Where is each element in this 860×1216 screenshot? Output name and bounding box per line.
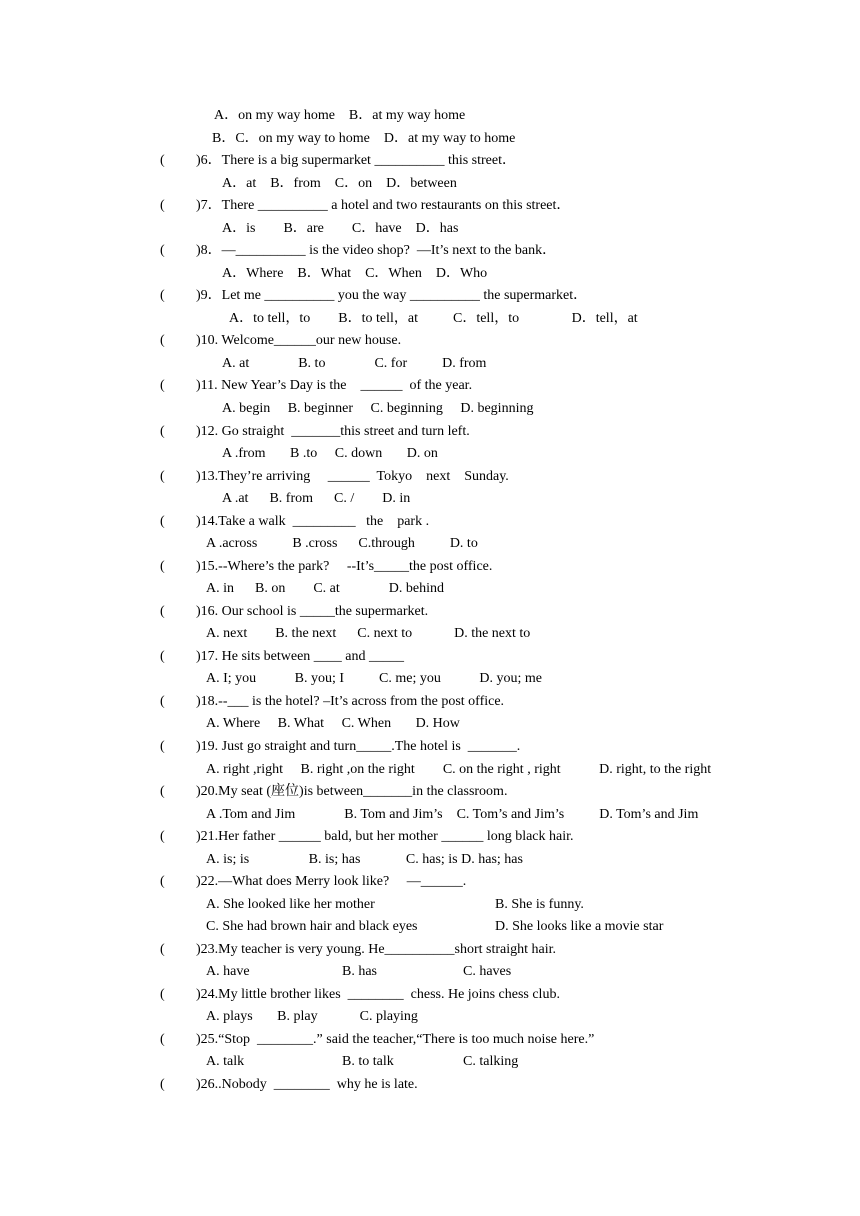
answer-paren: (	[160, 739, 165, 754]
options-line: A．at B．from C．on D．between	[222, 176, 457, 191]
answer-paren: (	[160, 604, 165, 619]
options-line: A. She looked like her mother	[206, 897, 375, 912]
options-line: A. is; is B. is; has C. has; is D. has; has	[206, 852, 523, 867]
options-line: A. next B. the next C. next to D. the next to	[206, 626, 531, 641]
question-line: )7．There __________ a hotel and two restaurants on this street．	[196, 198, 571, 213]
options-line: A. begin B. beginner C. beginning D. beginning	[222, 401, 534, 416]
answer-paren: (	[160, 942, 165, 957]
answer-paren: (	[160, 829, 165, 844]
question-line: )26..Nobody ________ why he is late.	[196, 1077, 418, 1092]
options-line: A .Tom and Jim B. Tom and Jim’s C. Tom’s and Jim’s D. Tom’s and Jim	[206, 807, 699, 822]
question-line: )24.My little brother likes ________ chess. He joins chess club.	[196, 987, 560, 1002]
options-line: A .across B .cross C.through D. to	[206, 536, 478, 551]
options-line: A .from B .to C. down D. on	[222, 446, 438, 461]
answer-paren: (	[160, 243, 165, 258]
question-line: )22.—What does Merry look like? —______.	[196, 874, 467, 889]
options-line: A．to tell，to B．to tell，at C．tell，to D．tell，at	[229, 311, 638, 326]
answer-paren: (	[160, 198, 165, 213]
question-line: )8．—__________ is the video shop? —It’s next to the bank．	[196, 243, 557, 258]
answer-paren: (	[160, 559, 165, 574]
question-line: )12. Go straight _______this street and turn left.	[196, 424, 470, 439]
answer-paren: (	[160, 784, 165, 799]
options-line: B. She is funny.	[495, 897, 584, 912]
options-line: C. talking	[463, 1054, 519, 1069]
answer-paren: (	[160, 694, 165, 709]
options-line: B. has	[342, 964, 377, 979]
question-line: )18.--___ is the hotel? –It’s across from the post office.	[196, 694, 505, 709]
answer-paren: (	[160, 378, 165, 393]
question-line: )17. He sits between ____ and _____	[196, 649, 405, 664]
answer-paren: (	[160, 153, 165, 168]
question-line: )20.My seat (座位)is between_______in the classroom.	[196, 784, 508, 799]
options-line: A. have	[206, 964, 250, 979]
options-line: B．C．on my way to home D．at my way to home	[212, 131, 516, 146]
question-line: )10. Welcome______our new house.	[196, 333, 402, 348]
answer-paren: (	[160, 424, 165, 439]
options-line: A. plays B. play C. playing	[206, 1009, 418, 1024]
question-line: )11. New Year’s Day is the ______ of the year.	[196, 378, 473, 393]
options-line: A. right ,right B. right ,on the right C. on the right , right D. right, to the right	[206, 762, 712, 777]
options-line: A．Where B．What C．When D．Who	[222, 266, 488, 281]
question-line: )6．There is a big supermarket __________ this street．	[196, 153, 516, 168]
answer-paren: (	[160, 333, 165, 348]
answer-paren: (	[160, 469, 165, 484]
question-line: )15.--Where’s the park? --It’s_____the post office.	[196, 559, 493, 574]
question-line: )21.Her father ______ bald, but her mother ______ long black hair.	[196, 829, 574, 844]
question-line: )23.My teacher is very young. He__________short straight hair.	[196, 942, 557, 957]
options-line: A. I; you B. you; I C. me; you D. you; me	[206, 671, 542, 686]
options-line: C. She had brown hair and black eyes	[206, 919, 418, 934]
options-line: A. talk	[206, 1054, 245, 1069]
options-line: A．is B．are C．have D．has	[222, 221, 459, 236]
question-line: )19. Just go straight and turn_____.The hotel is _______.	[196, 739, 521, 754]
options-line: A. at B. to C. for D. from	[222, 356, 487, 371]
answer-paren: (	[160, 874, 165, 889]
question-line: )9．Let me __________ you the way __________ the supermarket．	[196, 288, 588, 303]
question-line: )13.They’re arriving ______ Tokyo next Sunday.	[196, 469, 509, 484]
answer-paren: (	[160, 1032, 165, 1047]
options-line: A．on my way home B．at my way home	[214, 108, 466, 123]
answer-paren: (	[160, 288, 165, 303]
question-line: )16. Our school is _____the supermarket.	[196, 604, 429, 619]
question-line: )14.Take a walk _________ the park .	[196, 514, 430, 529]
options-line: D. She looks like a movie star	[495, 919, 664, 934]
options-line: A .at B. from C. / D. in	[222, 491, 411, 506]
options-line: A. Where B. What C. When D. How	[206, 716, 460, 731]
answer-paren: (	[160, 514, 165, 529]
answer-paren: (	[160, 1077, 165, 1092]
options-line: B. to talk	[342, 1054, 394, 1069]
options-line: A. in B. on C. at D. behind	[206, 581, 444, 596]
answer-paren: (	[160, 649, 165, 664]
question-line: )25.“Stop ________.” said the teacher,“There is too much noise here.”	[196, 1032, 595, 1047]
options-line: C. haves	[463, 964, 512, 979]
answer-paren: (	[160, 987, 165, 1002]
